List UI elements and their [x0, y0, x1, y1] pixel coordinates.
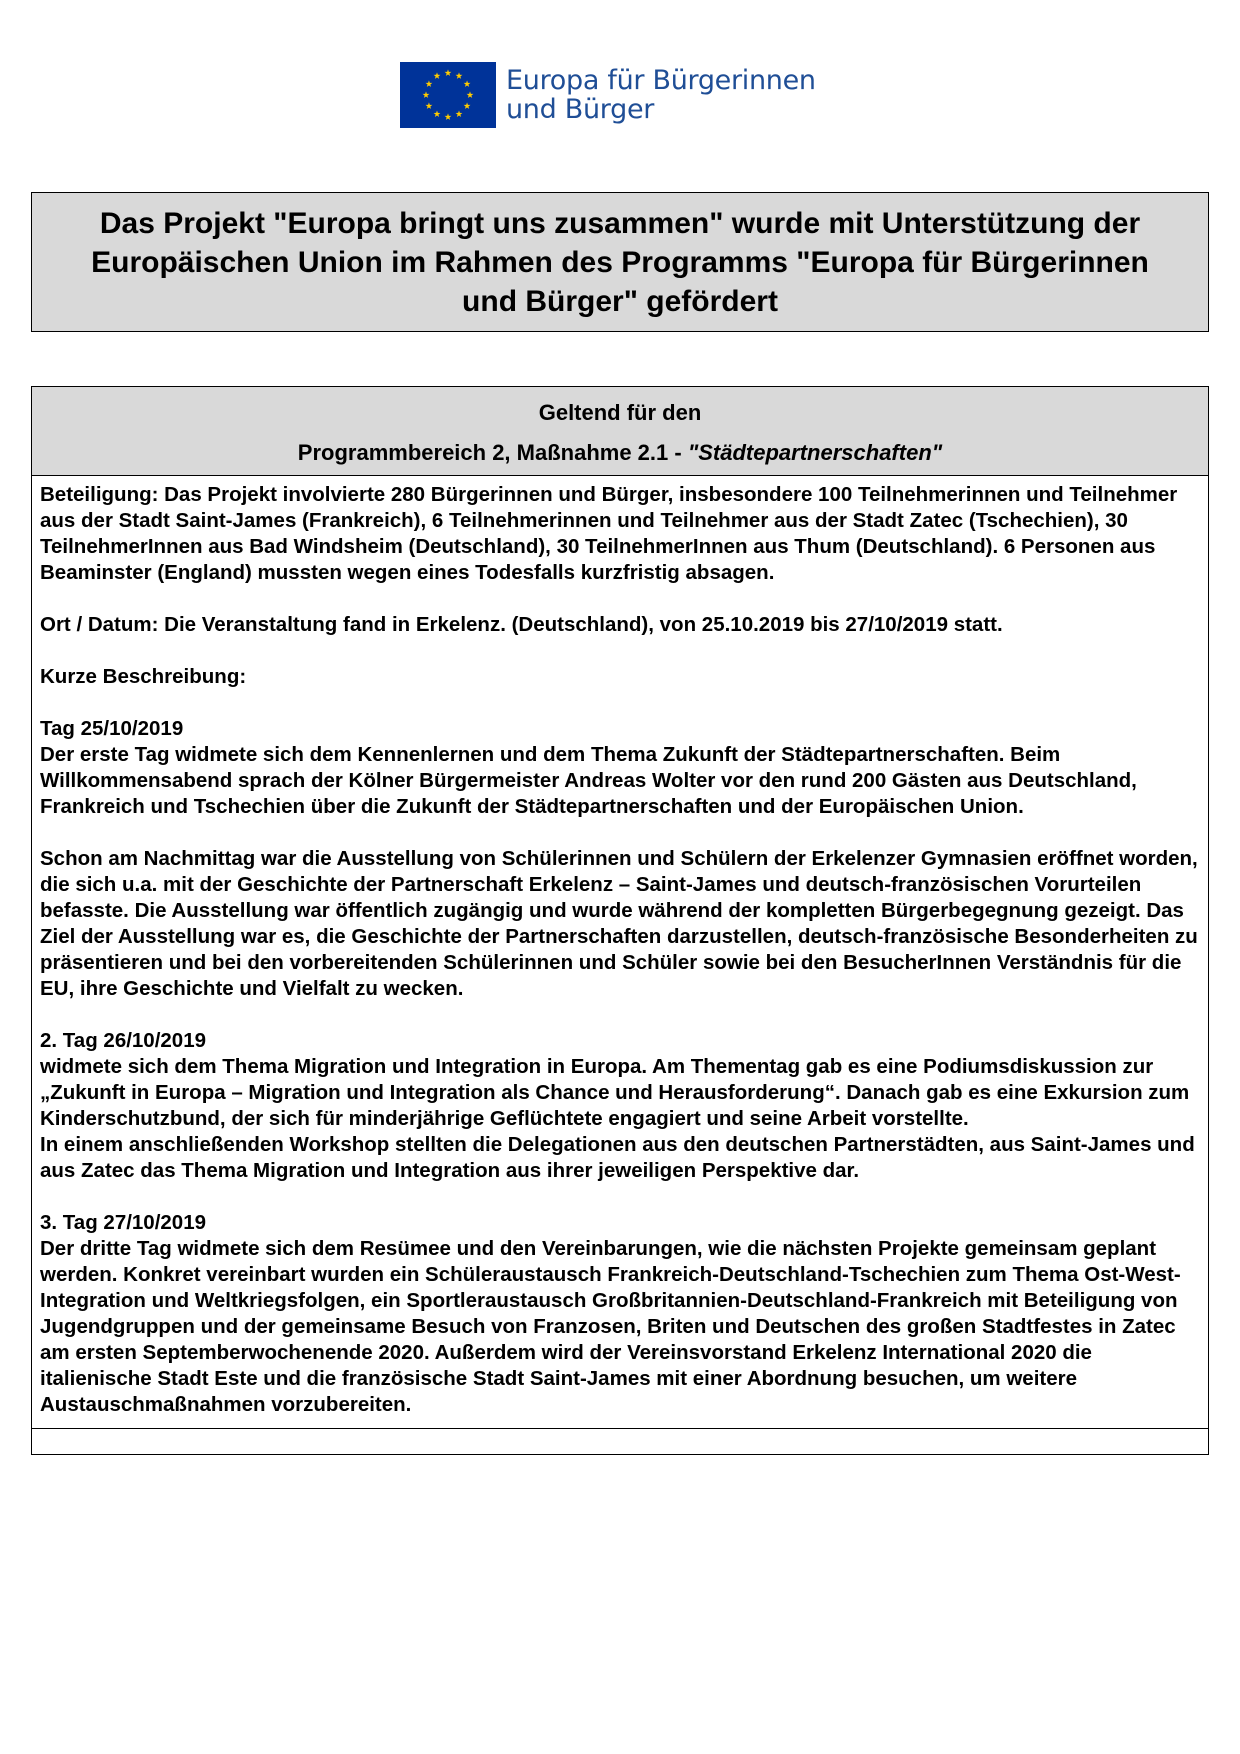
header-line1: Geltend für den	[538, 400, 702, 425]
day2-text: widmete sich dem Thema Migration und Integration in Europa. Am Thementag gab es eine Podiumsdiskussion zur „Zukunft in Europa – Migration und Integration als Chance und Herausforderung“. Danach gab es eine Exkursion zum Kinderschutzbund, der sich für minderjährige Geflüchtete engagiert und seine Arbeit vorstellte.	[40, 1055, 1190, 1130]
eu-star-icon	[426, 102, 433, 109]
logo-text-line1: Europa für Bürgerinnen	[506, 65, 816, 96]
day3-heading: 3. Tag 27/10/2019	[40, 1211, 207, 1234]
eu-star-icon	[423, 91, 430, 98]
participation-paragraph: Beteiligung: Das Projekt involvierte 280 Bürgerinnen und Bürger, insbesondere 100 Teilnehmerinnen und Teilnehmer aus der Stadt Saint-James (Frankreich), 6 Teilnehmerinnen und Teilnehmer aus der Stadt Zatec (Tschechien), 30 TeilnehmerInnen aus Bad Windsheim (Deutschland), 30 TeilnehmerInnen aus Thum (Deutschland). 6 Personen aus Beaminster (England) mussten wegen eines Todesfalls kurzfristig absagen.	[40, 483, 1178, 584]
day1-section	[40, 716, 1204, 820]
eu-star-icon	[434, 110, 441, 117]
funding-title: Das Projekt "Europa bringt uns zusammen" wurde mit Unterstützung der Europäischen Union im Rahmen des Programms "Europa für Bürgerinnen und Bürger" gefördert	[91, 206, 1149, 318]
eu-star-icon	[467, 91, 474, 98]
short-description-label: Kurze Beschreibung:	[40, 665, 247, 688]
table-body	[32, 476, 1208, 1428]
header-line2-italic: "Städtepartnerschaften"	[687, 440, 943, 465]
eu-star-icon	[464, 80, 471, 87]
day1-text: Der erste Tag widmete sich dem Kennenlernen und dem Thema Zukunft der Städtepartnerschaften. Beim Willkommensabend sprach der Kölner Bürgermeister Andreas Wolter vor den rund 200 Gästen aus Deutschland, Frankreich und Tschechien über die Zukunft der Städtepartnerschaften und der Europäischen Union.	[40, 743, 1137, 818]
eu-star-icon	[426, 80, 433, 87]
funding-title-box	[31, 192, 1209, 332]
day3-section	[40, 1210, 1204, 1418]
day1-exhibition-paragraph: Schon am Nachmittag war die Ausstellung von Schülerinnen und Schülern der Erkelenzer Gymnasien eröffnet worden, die sich u.a. mit der Geschichte der Partnerschaft Erkelenz – Saint-James und deutsch-französischen Vorurteilen befasste. Die Ausstellung war öffentlich zugängig und wurde während der kompletten Bürgerbegegnung gezeigt. Das Ziel der Ausstellung war es, die Geschichte der Partnerschaften darzustellen, deutsch-französische Besonderheiten zu präsentieren und bei den vorbereitenden Schülerinnen und Schüler sowie bei den BesucherInnen Verständnis für die EU, ihre Geschichte und Vielfalt zu wecken.	[40, 847, 1198, 1000]
eu-star-icon	[456, 72, 463, 79]
place-date-paragraph: Ort / Datum: Die Veranstaltung fand in Erkelenz. (Deutschland), von 25.10.2019 bis 27/10/2019 statt.	[40, 613, 1003, 636]
eu-star-icon	[456, 110, 463, 117]
eu-star-icon	[445, 113, 452, 120]
table-header	[32, 387, 1208, 476]
day2-section	[40, 1028, 1204, 1184]
day2-heading: 2. Tag 26/10/2019	[40, 1029, 207, 1052]
day1-heading: Tag 25/10/2019	[40, 717, 184, 740]
eu-star-icon	[434, 72, 441, 79]
table-empty-footer-row	[32, 1428, 1208, 1454]
logo-text	[506, 66, 816, 124]
day2-workshop: In einem anschließenden Workshop stellten die Delegationen aus den deutschen Partnerstädten, aus Saint-James und aus Zatec das Thema Migration und Integration aus ihrer jeweiligen Perspektive dar.	[40, 1133, 1195, 1182]
eu-star-icon	[464, 102, 471, 109]
day3-text: Der dritte Tag widmete sich dem Resümee und den Vereinbarungen, wie die nächsten Projekte gemeinsam geplant werden. Konkret vereinbart wurden ein Schüleraustausch Frankreich-Deutschland-Tschechien zum Thema Ost-West-Integration und Weltkriegsfolgen, ein Sportleraustausch Großbritannien-Deutschland-Frankreich mit Beteiligung von Jugendgruppen und der gemeinsame Besuch von Franzosen, Briten und Deutschen des großen Stadtfestes in Zatec am ersten Septemberwochenende 2020. Außerdem wird der Vereinsvorstand Erkelenz International 2020 die italienische Stadt Este und die französische Stadt Saint-James mit einer Abordnung besuchen, um weitere Austauschmaßnahmen vorzubereiten.	[40, 1237, 1181, 1416]
eu-flag-icon	[400, 62, 496, 128]
eu-star-icon	[445, 69, 452, 76]
logo-text-line2: und Bürger	[506, 94, 655, 125]
programme-info-table	[31, 386, 1209, 1455]
header-line2	[32, 433, 1208, 473]
eu-programme-logo	[400, 62, 816, 128]
header-line2-prefix: Programmbereich 2, Maßnahme 2.1 -	[297, 440, 688, 465]
